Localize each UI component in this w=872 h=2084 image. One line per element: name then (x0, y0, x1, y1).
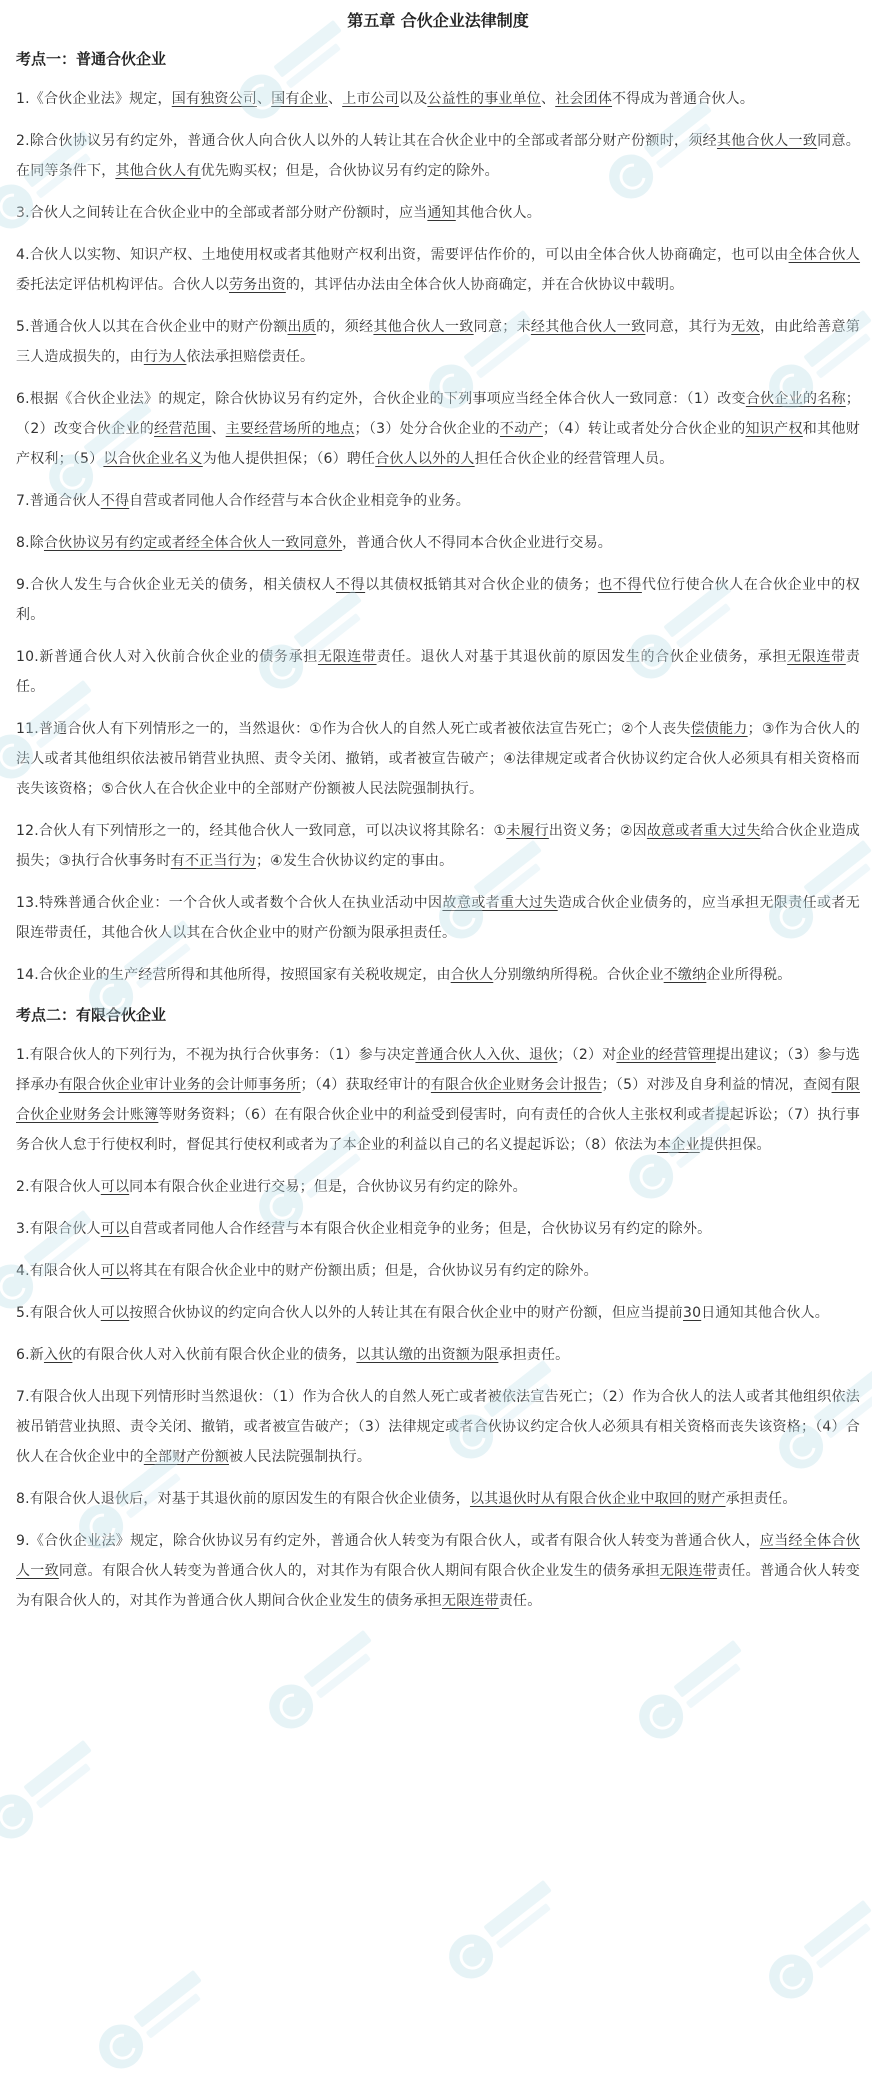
item-text: 9.《合伙企业法》规定，除合伙协议另有约定外，普通合伙人转变为有限合伙人，或者有限合伙人转变为普通合伙人， (16, 1533, 760, 1549)
item-text: 9.合伙人发生与合伙企业无关的债务，相关债权人 (16, 577, 336, 593)
underlined-key-term: 公益性的事业单位 (427, 91, 542, 107)
item-text: ；（5）对涉及自身利益的情况，查阅 (601, 1077, 832, 1093)
underlined-key-term: 无限连带 (317, 649, 377, 665)
underlined-key-term: 有限合伙企业审计业务的会计师事务所 (58, 1077, 301, 1093)
numbered-item (16, 1340, 860, 1370)
underlined-key-term: 其他合伙人有 (115, 163, 201, 179)
item-text: 委托法定评估机构评估。合伙人以 (16, 277, 229, 293)
underlined-key-term: 未履行 (506, 823, 549, 839)
underlined-key-term: 社会团体 (555, 91, 613, 107)
item-text: 14.合伙企业的生产经营所得和其他所得，按照国家有关税收规定，由 (16, 967, 451, 983)
numbered-item (16, 960, 860, 990)
underlined-key-term: 偿债能力 (690, 721, 748, 737)
item-text: ，由此给善意第三人造成损失的，由 (16, 319, 861, 365)
item-text: 同意。有限合伙人转变为普通合伙人的，对其作为有限合伙人期间有限合伙企业发生的债务承担 (58, 1563, 660, 1579)
numbered-item (16, 528, 860, 558)
item-text: 企业所得税。 (706, 967, 792, 983)
item-text: 自营或者同他人合作经营与本有限合伙企业相竞争的业务；但是，合伙协议另有约定的除外。 (129, 1221, 712, 1237)
underlined-key-term: 无限连带 (442, 1593, 499, 1609)
item-text: 3.有限合伙人 (16, 1221, 101, 1237)
item-text: 被人民法院强制执行。 (229, 1449, 372, 1465)
item-text: 12.合伙人有下列情形之一的，经其他合伙人一致同意，可以决议将其除名：① (16, 823, 507, 839)
item-text: 以及 (399, 91, 428, 107)
item-text: 5.有限合伙人 (16, 1305, 101, 1321)
numbered-item (16, 312, 860, 372)
item-text: 将其在有限合伙企业中的财产份额出质；但是，合伙协议另有约定的除外。 (129, 1263, 598, 1279)
item-text: 2.有限合伙人 (16, 1179, 101, 1195)
numbered-item (16, 486, 860, 516)
underlined-key-term: 故意或者重大过失 (442, 895, 558, 911)
item-text: 责任。普通合伙人转变为有限合伙人的，对其作为普通合伙人期间合伙企业发生的债务承担 (16, 1563, 860, 1609)
underlined-key-term: 不得 (336, 577, 366, 593)
underlined-key-term: 可以 (100, 1305, 130, 1321)
item-text: 其他合伙人。 (455, 205, 541, 221)
numbered-item (16, 714, 860, 804)
underlined-key-term: 经营范围 (154, 421, 212, 437)
underlined-key-term: 30 (682, 1305, 702, 1321)
underlined-key-term: 行为人 (143, 349, 187, 365)
document-body (16, 46, 860, 1616)
item-text: 同意；未 (473, 319, 531, 335)
numbered-item (16, 198, 860, 228)
underlined-key-term: 国有企业 (271, 91, 328, 107)
item-text: ；③作为合伙人的法人或者其他组织依法被吊销营业执照、责令关闭、撤销，或者被宣告破产；④法律规定或者合伙协议约定合伙人必须具有相关资格而丧失该资格；⑤合伙人在合伙企业中的全部财产份额被人民法院强制执行。 (16, 721, 860, 797)
item-text: 6.根据《合伙企业法》的规定，除合伙协议另有约定外，合伙企业的下列事项应当经全体合伙人一致同意：（1）改变 (16, 391, 746, 407)
numbered-item (16, 1040, 860, 1160)
item-text: 4.有限合伙人 (16, 1263, 101, 1279)
item-text: 给合伙企业造成损失；③执行合伙事务时 (16, 823, 860, 869)
item-text: 按照合伙协议的约定向合伙人以外的人转让其在有限合伙企业中的财产份额，但应当提前 (129, 1305, 683, 1321)
item-text: 、 (256, 91, 272, 107)
section-heading: 考点二：有限合伙企业 (16, 1006, 167, 1024)
item-text: 日通知其他合伙人。 (701, 1305, 830, 1321)
underlined-key-term: 经其他合伙人一致 (530, 319, 646, 335)
underlined-key-term: 普通合伙人入伙、退伙 (415, 1047, 558, 1063)
item-text: 担任合伙企业的经营管理人员。 (474, 451, 674, 467)
item-text: 的，其评估办法由全体合伙人协商确定，并在合伙协议中载明。 (285, 277, 684, 293)
item-text: 等财务资料；（6）在有限合伙企业中的利益受到侵害时，向有责任的合伙人主张权利或者提起诉讼；（7）执行事务合伙人怠于行使权利时，督促其行使权利或者为了本企业的利益以自己的名义提起诉讼；（8）依法为 (16, 1107, 861, 1153)
numbered-item (16, 570, 860, 630)
numbered-item (16, 1172, 860, 1202)
underlined-key-term: 入伙 (43, 1347, 73, 1363)
numbered-item (16, 1526, 860, 1616)
item-text: ；④发生合伙协议约定的事由。 (255, 853, 454, 869)
item-text: ；（2）改变合伙企业的 (16, 391, 860, 437)
underlined-key-term: 全部财产份额 (143, 1449, 230, 1465)
item-text: 承担责任。 (725, 1491, 797, 1507)
numbered-item (16, 1382, 860, 1472)
underlined-key-term: 不动产 (499, 421, 543, 437)
item-text: 、 (327, 91, 343, 107)
numbered-item (16, 126, 860, 186)
underlined-key-term: 故意或者重大过失 (646, 823, 761, 839)
item-text: 责任。退伙人对基于其退伙前的原因发生的合伙企业债务，承担 (376, 649, 788, 665)
underlined-key-term: 合伙人 (450, 967, 494, 983)
underlined-key-term: 无限连带 (787, 649, 846, 665)
underlined-key-term: 通知 (427, 205, 456, 221)
item-text: 出资义务；②因 (548, 823, 647, 839)
underlined-key-term: 无效 (731, 319, 760, 335)
item-text: 依法承担赔偿责任。 (186, 349, 315, 365)
item-text: 2.除合伙协议另有约定外，普通合伙人向合伙人以外的人转让其在合伙企业中的全部或者部分财产份额时，须经 (16, 133, 717, 149)
item-text: 、 (211, 421, 226, 437)
numbered-item (16, 816, 860, 876)
item-text: ；（3）处分合伙企业的 (354, 421, 500, 437)
underlined-key-term: 以其退伙时从有限合伙企业中取回的财产 (469, 1491, 726, 1507)
numbered-item (16, 384, 860, 474)
item-text: 自营或者同他人合作经营与本合伙企业相竞争的业务。 (129, 493, 470, 509)
underlined-key-term: 不缴纳 (663, 967, 707, 983)
item-text: 8.有限合伙人退伙后，对基于其退伙前的原因发生的有限合伙企业债务， (16, 1491, 470, 1507)
underlined-key-term: 以其认缴的出资额为限 (356, 1347, 499, 1363)
underlined-key-term: 主要经营场所的地点 (225, 421, 355, 437)
item-text: 优先购买权；但是，合伙协议另有约定的除外。 (200, 163, 499, 179)
item-text: 为他人提供担保；（6）聘任 (202, 451, 376, 467)
underlined-key-term: 全体合伙人 (788, 247, 861, 263)
item-text: ；（4）转让或者处分合伙企业的 (542, 421, 746, 437)
underlined-key-term: 企业的经营管理 (616, 1047, 716, 1063)
underlined-key-term: 本企业 (657, 1137, 700, 1153)
underlined-key-term: 知识产权 (745, 421, 803, 437)
item-text: 责任。 (16, 649, 860, 695)
underlined-key-term: 其他合伙人一致 (716, 133, 818, 149)
underlined-key-term: 可以 (100, 1179, 130, 1195)
underlined-key-term: 合伙企业的名称 (745, 391, 846, 407)
item-text: ；（4）获取经审计的 (300, 1077, 431, 1093)
numbered-item (16, 888, 860, 948)
underlined-key-term: 可以 (100, 1263, 130, 1279)
underlined-key-term: 不得 (100, 493, 130, 509)
item-text: 7.普通合伙人 (16, 493, 101, 509)
item-text: 提供担保。 (699, 1137, 771, 1153)
item-text: ，普通合伙人不得同本合伙企业进行交易。 (342, 535, 612, 551)
item-text: 造成合伙企业债务的，应当承担无限责任或者无限连带责任，其他合伙人以其在合伙企业中的财产份额为限承担责任。 (16, 895, 860, 941)
underlined-key-term: 合伙协议另有约定或者经全体合伙人一致同意外 (43, 535, 343, 551)
document-title: 第五章 合伙企业法律制度 (347, 11, 529, 30)
underlined-key-term: 劳务出资 (229, 277, 286, 293)
item-text: 10.新普通合伙人对入伙前合伙企业的债务承担 (16, 649, 318, 665)
item-text: 同意，其行为 (645, 319, 732, 335)
item-text: 不得成为普通合伙人。 (612, 91, 755, 107)
item-text: 6.新 (16, 1347, 44, 1363)
numbered-item (16, 1214, 860, 1244)
item-text: 、 (541, 91, 556, 107)
numbered-item (16, 1256, 860, 1286)
item-text: 承担责任。 (498, 1347, 570, 1363)
item-text: 的，须经 (316, 319, 374, 335)
underlined-key-term: 合伙人以外的人 (375, 451, 475, 467)
numbered-item (16, 642, 860, 702)
item-text: 责任。 (498, 1593, 542, 1609)
numbered-item (16, 1298, 860, 1328)
underlined-key-term: 上市公司 (342, 91, 399, 107)
item-text: 分别缴纳所得税。合伙企业 (493, 967, 664, 983)
item-text: 13.特殊普通合伙企业：一个合伙人或者数个合伙人在执业活动中因 (16, 895, 443, 911)
underlined-key-term: 以合伙企业名义 (103, 451, 203, 467)
item-text: 以其债权抵销其对合伙企业的债务； (365, 577, 598, 593)
underlined-key-term: 出质 (287, 319, 317, 335)
item-text: 7.有限合伙人出现下列情形时当然退伙：（1）作为合伙人的自然人死亡或者被依法宣告死亡；（2）作为合伙人的法人或者其他组织依法被吊销营业执照、责令关闭、撤销，或者被宣告破产；（3）法律规定或者合伙协议约定合伙人必须具有相关资格而丧失该资格；（4）合伙人在合伙企业中的 (16, 1389, 860, 1465)
item-text: 3.合伙人之间转让在合伙企业中的全部或者部分财产份额时，应当 (16, 205, 428, 221)
underlined-key-term: 有限合伙企业财务会计报告 (430, 1077, 602, 1093)
section-heading: 考点一：普通合伙企业 (16, 50, 167, 68)
underlined-key-term: 应当经全体合伙人一致 (16, 1533, 860, 1579)
underlined-key-term: 也不得 (597, 577, 642, 593)
underlined-key-term: 有限合伙企业财务会计账簿 (16, 1077, 860, 1123)
item-text: 1.有限合伙人的下列行为，不视为执行合伙事务：（1）参与决定 (16, 1047, 416, 1063)
item-text: 代位行使合伙人在合伙企业中的权利。 (16, 577, 861, 623)
underlined-key-term: 无限连带 (659, 1563, 718, 1579)
item-text: 8.除 (16, 535, 44, 551)
underlined-key-term: 可以 (100, 1221, 130, 1237)
item-text: ；（2）对 (557, 1047, 617, 1063)
numbered-item (16, 240, 860, 300)
item-text: 同意。在同等条件下， (16, 133, 860, 179)
item-text: 和其他财产权利；（5） (16, 421, 860, 467)
numbered-item (16, 84, 860, 114)
item-text: 1.《合伙企业法》规定， (16, 91, 172, 107)
underlined-key-term: 国有独资公司 (171, 91, 257, 107)
item-text: 提出建议；（3）参与选择承办 (16, 1047, 860, 1093)
item-text: 5.普通合伙人以其在合伙企业中的财产份额 (16, 319, 288, 335)
underlined-key-term: 有不正当行为 (170, 853, 256, 869)
item-text: 4.合伙人以实物、知识产权、土地使用权或者其他财产权利出资，需要评估作价的，可以由全体合伙人协商确定，也可以由 (16, 247, 789, 263)
numbered-item (16, 1484, 860, 1514)
underlined-key-term: 其他合伙人一致 (373, 319, 474, 335)
item-text: 同本有限合伙企业进行交易；但是，合伙协议另有约定的除外。 (129, 1179, 527, 1195)
item-text: 11.普通合伙人有下列情形之一的，当然退伙：①作为合伙人的自然人死亡或者被依法宣告死亡；②个人丧失 (16, 721, 691, 737)
item-text: 的有限合伙人对入伙前有限合伙企业的债务， (72, 1347, 357, 1363)
